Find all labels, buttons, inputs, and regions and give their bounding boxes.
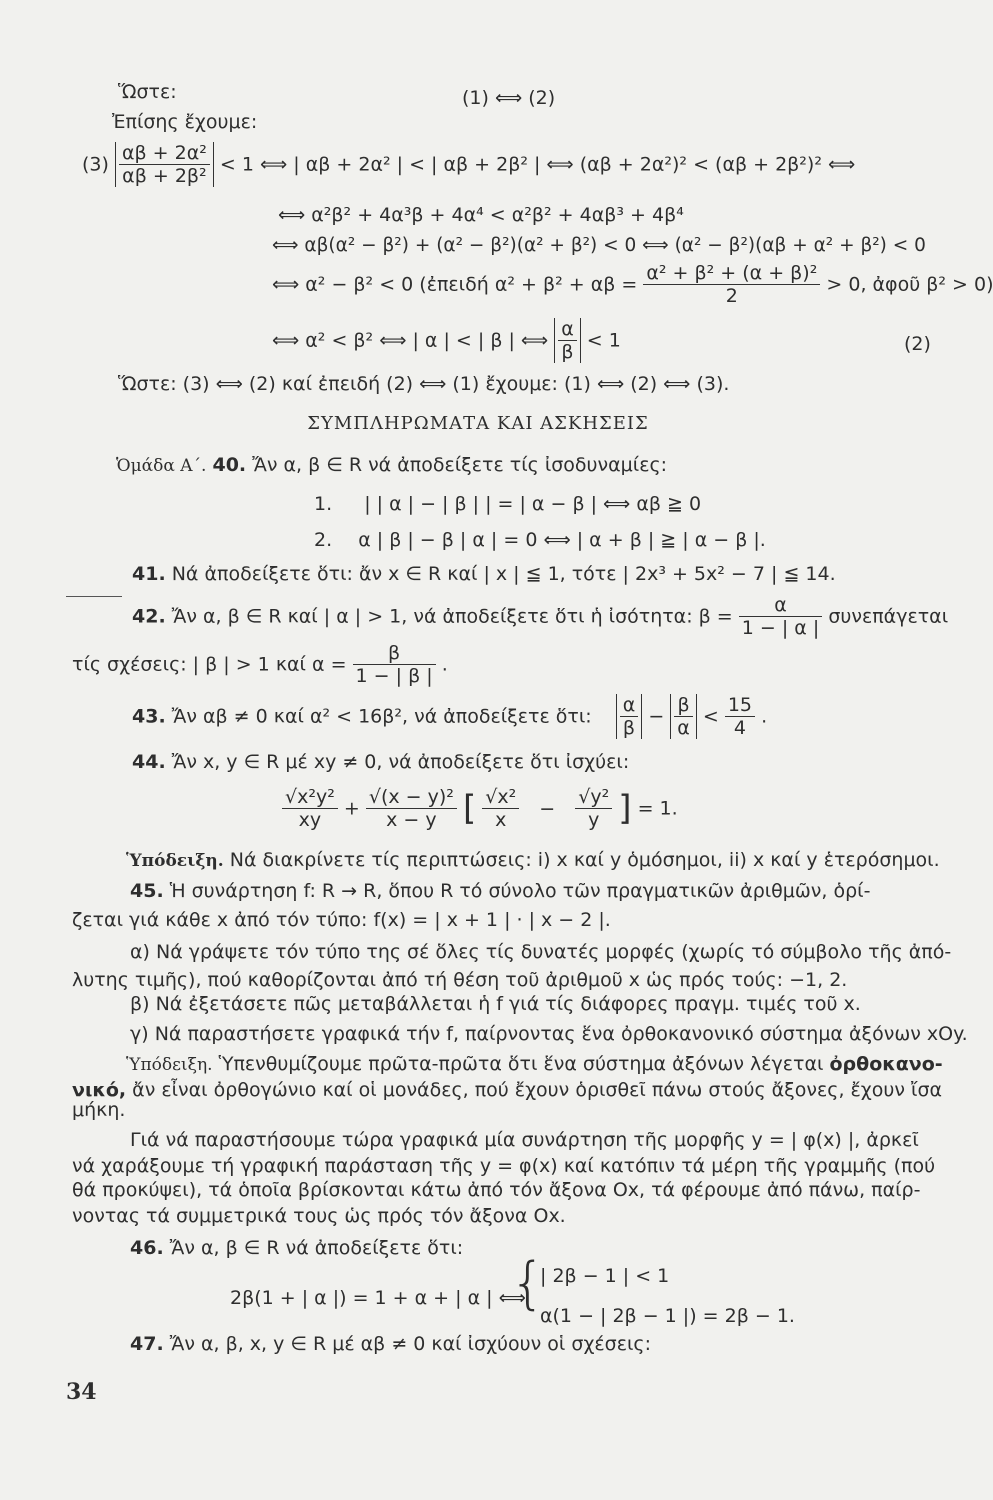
proof-line-8: Ὥστε: (3) ⟺ (2) καί ἐπειδή (2) ⟺ (1) ἔχουμε: (1) ⟺ (2) ⟺ (3).	[118, 373, 730, 395]
exercise-40-item-2	[314, 528, 766, 552]
hint-label: Ὑπόδειξη.	[126, 851, 224, 871]
exercise-45-text: Ἡ συνάρτηση f: R → R, ὅπου R τό σύνολο τῶν πραγματικῶν ἀριθμῶν, ὁρί-	[169, 880, 871, 902]
exercise-45-line-2: ζεται γιά κάθε x ἀπό τόν τύπο: f(x) = | x + 1 | · | x − 2 |.	[72, 909, 611, 931]
minus-sign: −	[648, 705, 665, 728]
exercise-46-case-1: | 2β − 1 | < 1	[540, 1265, 670, 1287]
fraction-7	[558, 318, 577, 363]
hint-bold: ὀρθοκανο-	[829, 1053, 943, 1075]
hint-text: ἄν εἶναι ὀρθογώνιο καί οἱ μονάδες, πού ἔχουν ὁρισθεῖ πάνω στούς ἄξονες, ἔχουν ἴσα	[132, 1079, 943, 1101]
exercise-45-number: 45.	[130, 880, 164, 902]
proof-line-6-b: > 0, ἀφοῦ β² > 0)	[826, 273, 993, 296]
proof-line-7-a: ⟺ α² < β² ⟺ | α | < | β | ⟺	[272, 329, 549, 352]
left-bracket: [	[462, 788, 477, 829]
fraction-denominator: xy	[298, 809, 322, 831]
exercise-42-text: Ἄν α, β ∈ R καί | α | > 1, νά ἀποδείξετε ὅτι ἡ ἰσότητα: β =	[171, 605, 733, 628]
exercise-42-number: 42.	[132, 605, 166, 628]
exercise-40-number: 40.	[212, 454, 247, 476]
fraction-denominator: y	[588, 809, 600, 831]
exercise-42-fraction-1	[739, 594, 823, 639]
exercise-42-line-2	[72, 642, 448, 692]
exercise-45-hint-line-3: μήκη.	[72, 1099, 126, 1121]
abs-alpha-over-beta	[616, 694, 643, 739]
fraction-denominator: 1 − | α |	[741, 617, 820, 639]
exercise-45-b: β) Νά ἐξετάσετε πῶς μεταβάλλεται ἡ f γιά τίς διάφορες πραγμ. τιμές τοῦ x.	[130, 993, 861, 1015]
exercise-46-case-2: α(1 − | 2β − 1 |) = 2β − 1.	[540, 1305, 795, 1327]
exercise-40	[116, 453, 667, 478]
exercise-44	[132, 750, 629, 774]
exercise-46-number: 46.	[130, 1237, 164, 1259]
hint-label: Ὑπόδειξη.	[126, 1055, 213, 1075]
fraction-numerator: √(x − y)²	[366, 786, 457, 809]
exercise-44-number: 44.	[132, 751, 166, 773]
fraction-denominator: 1 − | β |	[355, 665, 433, 687]
proof-line-7-b: < 1	[586, 329, 621, 352]
paragraph-line-1: Γιά νά παραστήσουμε τώρα γραφικά μία συνάρτηση τῆς μορφῆς y = | φ(x) |, ἀρκεῖ	[130, 1129, 919, 1151]
fraction-numerator: β	[353, 642, 436, 665]
exercise-45-a-line-2: λυτης τιμῆς), πού καθορίζονται ἀπό τή θέση τοῦ ἀριθμοῦ x ὡς πρός τούς: −1, 2.	[72, 969, 848, 991]
fraction-6-denominator: 2	[725, 285, 738, 307]
abs-fraction	[115, 142, 214, 187]
exercise-42-fraction-2	[353, 642, 436, 687]
exercise-47-text: Ἄν α, β, x, y ∈ R μέ αβ ≠ 0 καί ἰσχύουν οἱ σχέσεις:	[169, 1333, 651, 1355]
fraction-numerator: β	[674, 694, 693, 717]
curly-brace: {	[510, 1251, 546, 1316]
fraction-15-4	[725, 694, 755, 739]
less-than: <	[702, 705, 719, 728]
exercise-42-relations: τίς σχέσεις: | β | > 1 καί α =	[72, 653, 347, 676]
proof-line-4: ⟺ α²β² + 4α³β + 4α⁴ < α²β² + 4αβ³ + 4β⁴	[278, 204, 684, 226]
hint-text: Ὑπενθυμίζουμε πρῶτα-πρῶτα ὅτι ἕνα σύστημα ἀξόνων λέγεται	[218, 1053, 824, 1075]
hint-text: Νά διακρίνετε τίς περιπτώσεις: i) x καί y ὁμόσημοι, ii) x καί y ἑτερόσημοι.	[229, 849, 940, 871]
exercise-46	[130, 1236, 463, 1260]
proof-line-2: Ἐπίσης ἔχουμε:	[112, 111, 258, 133]
proof-line-7	[272, 318, 621, 368]
fraction-7-denominator: β	[561, 341, 574, 363]
fraction-denominator: α	[677, 717, 690, 739]
minus-sign: −	[539, 797, 556, 820]
exercise-42	[132, 594, 948, 644]
fraction-2	[366, 786, 457, 831]
fraction-denominator: x	[495, 809, 507, 831]
paragraph-line-3: θά προκύψει), τά ὁποῖα βρίσκονται κάτω ἀπό τόν ἄξονα Ox, τά φέρουμε ἀπό πάνω, παίρ-	[72, 1179, 921, 1201]
page-number: 34	[66, 1379, 97, 1405]
fraction-numerator: α	[739, 594, 823, 617]
hint-bold: νικό,	[72, 1079, 127, 1101]
exercise-46-lhs: 2β(1 + | α |) = 1 + α + | α | ⟺	[230, 1287, 526, 1309]
fraction-1	[282, 786, 338, 831]
exercise-45-c: γ) Νά παραστήσετε γραφικά τήν f, παίρνοντας ἕνα ὀρθοκανονικό σύστημα ἀξόνων xOy.	[130, 1023, 968, 1045]
plus-sign: +	[343, 797, 360, 820]
abs-fraction-7	[554, 318, 581, 363]
exercise-41-number: 41.	[132, 563, 166, 585]
right-bracket: ]	[618, 788, 632, 829]
fraction-6-numerator: α² + β² + (α + β)²	[643, 262, 820, 285]
exercise-47-number: 47.	[130, 1333, 164, 1355]
item-2-number: 2.	[314, 529, 333, 551]
exercise-43-number: 43.	[132, 705, 166, 728]
proof-line-6-a: ⟺ α² − β² < 0 (ἐπειδή α² + β² + αβ =	[272, 273, 638, 296]
fraction-numerator: √x²	[482, 786, 519, 809]
section-heading: ΣΥΜΠΛΗΡΩΜΑΤΑ ΚΑΙ ΑΣΚΗΣΕΙΣ	[307, 413, 649, 434]
exercise-43	[132, 694, 767, 746]
proof-line-5: ⟺ αβ(α² − β²) + (α² − β²)(α² + β²) < 0 ⟺ (α² − β²)(αβ + α² + β²) < 0	[272, 235, 926, 256]
exercise-45-hint-line-1	[126, 1052, 943, 1077]
exercise-44-hint	[126, 848, 940, 873]
fraction-numerator: 15	[725, 694, 755, 717]
fraction-denominator: x − y	[386, 809, 437, 831]
exercise-44-equation	[282, 786, 678, 842]
equation-tag-3: (3)	[82, 153, 109, 176]
paragraph-line-4: νοντας τά συμμετρικά τους ὡς πρός τόν ἄξονα Ox.	[72, 1205, 566, 1227]
exercise-45-a-line-1: α) Νά γράψετε τόν τύπο της σέ ὅλες τίς δυνατές μορφές (χωρίς τό σύμβολο τῆς ἀπό-	[130, 941, 952, 963]
item-1-number: 1.	[314, 493, 333, 515]
fraction-numerator: α	[620, 694, 639, 717]
proof-line-1-label: Ὥστε:	[118, 81, 177, 103]
period: .	[761, 705, 768, 728]
fraction-3-denominator: αβ + 2β²	[122, 165, 207, 187]
item-2-text: α | β | − β | α | = 0 ⟺ | α + β | ≧ | α − β |.	[358, 529, 766, 551]
fraction-6	[643, 262, 820, 307]
exercise-40-item-1	[314, 492, 701, 516]
fraction-3-numerator: αβ + 2α²	[119, 142, 210, 165]
exercise-45-hint-line-2	[72, 1078, 942, 1102]
exercise-41	[132, 562, 836, 586]
equation-tag-2: (2)	[904, 333, 931, 355]
fraction-denominator: β	[622, 717, 636, 739]
proof-line-3-rest: < 1 ⟺ | αβ + 2α² | < | αβ + 2β² | ⟺ (αβ + 2α²)² < (αβ + 2β²)² ⟺	[219, 153, 856, 176]
exercise-43-text: Ἄν αβ ≠ 0 καί α² < 16β², νά ἀποδείξετε ὅτι:	[171, 705, 592, 728]
fraction-3	[119, 142, 210, 187]
exercise-41-text: Νά ἀποδείξετε ὅτι: ἄν x ∈ R καί | x | ≦ 1, τότε | 2x³ + 5x² − 7 | ≦ 14.	[171, 563, 836, 585]
fraction-3	[482, 786, 519, 831]
period: .	[441, 653, 448, 676]
equals-one: = 1.	[637, 797, 678, 820]
exercise-45-line-1	[130, 879, 870, 903]
item-1-text: | | α | − | β | | = | α − β | ⟺ αβ ≧ 0	[364, 493, 702, 515]
exercise-40-text: Ἄν α, β ∈ R νά ἀποδείξετε τίς ἰσοδυναμίες:	[252, 454, 668, 476]
abs-beta-over-alpha	[670, 694, 697, 739]
exercise-44-text: Ἄν x, y ∈ R μέ xy ≠ 0, νά ἀποδείξετε ὅτι ἰσχύει:	[171, 751, 630, 773]
proof-line-3	[82, 142, 855, 192]
fraction-4	[575, 786, 612, 831]
paragraph-line-2: νά χαράξουμε τή γραφική παράσταση τῆς y = φ(x) καί κατόπιν τά μέρη τῆς γραμμῆς (πού	[72, 1155, 936, 1177]
fraction-7-numerator: α	[558, 318, 577, 341]
fraction-numerator: √y²	[575, 786, 612, 809]
fraction	[674, 694, 693, 739]
fraction-numerator: √x²y²	[282, 786, 338, 809]
fraction	[620, 694, 639, 739]
exercise-46-text: Ἄν α, β ∈ R νά ἀποδείξετε ὅτι:	[169, 1237, 464, 1259]
fraction-denominator: 4	[733, 717, 746, 739]
exercise-47	[130, 1332, 651, 1356]
exercise-42-text-2: συνεπάγεται	[828, 605, 949, 628]
pencil-mark	[66, 596, 122, 597]
proof-line-6	[272, 262, 993, 312]
proof-line-1-equivalence: (1) ⟺ (2)	[462, 87, 556, 109]
group-label: Ὁμάδα Α΄.	[116, 456, 207, 476]
